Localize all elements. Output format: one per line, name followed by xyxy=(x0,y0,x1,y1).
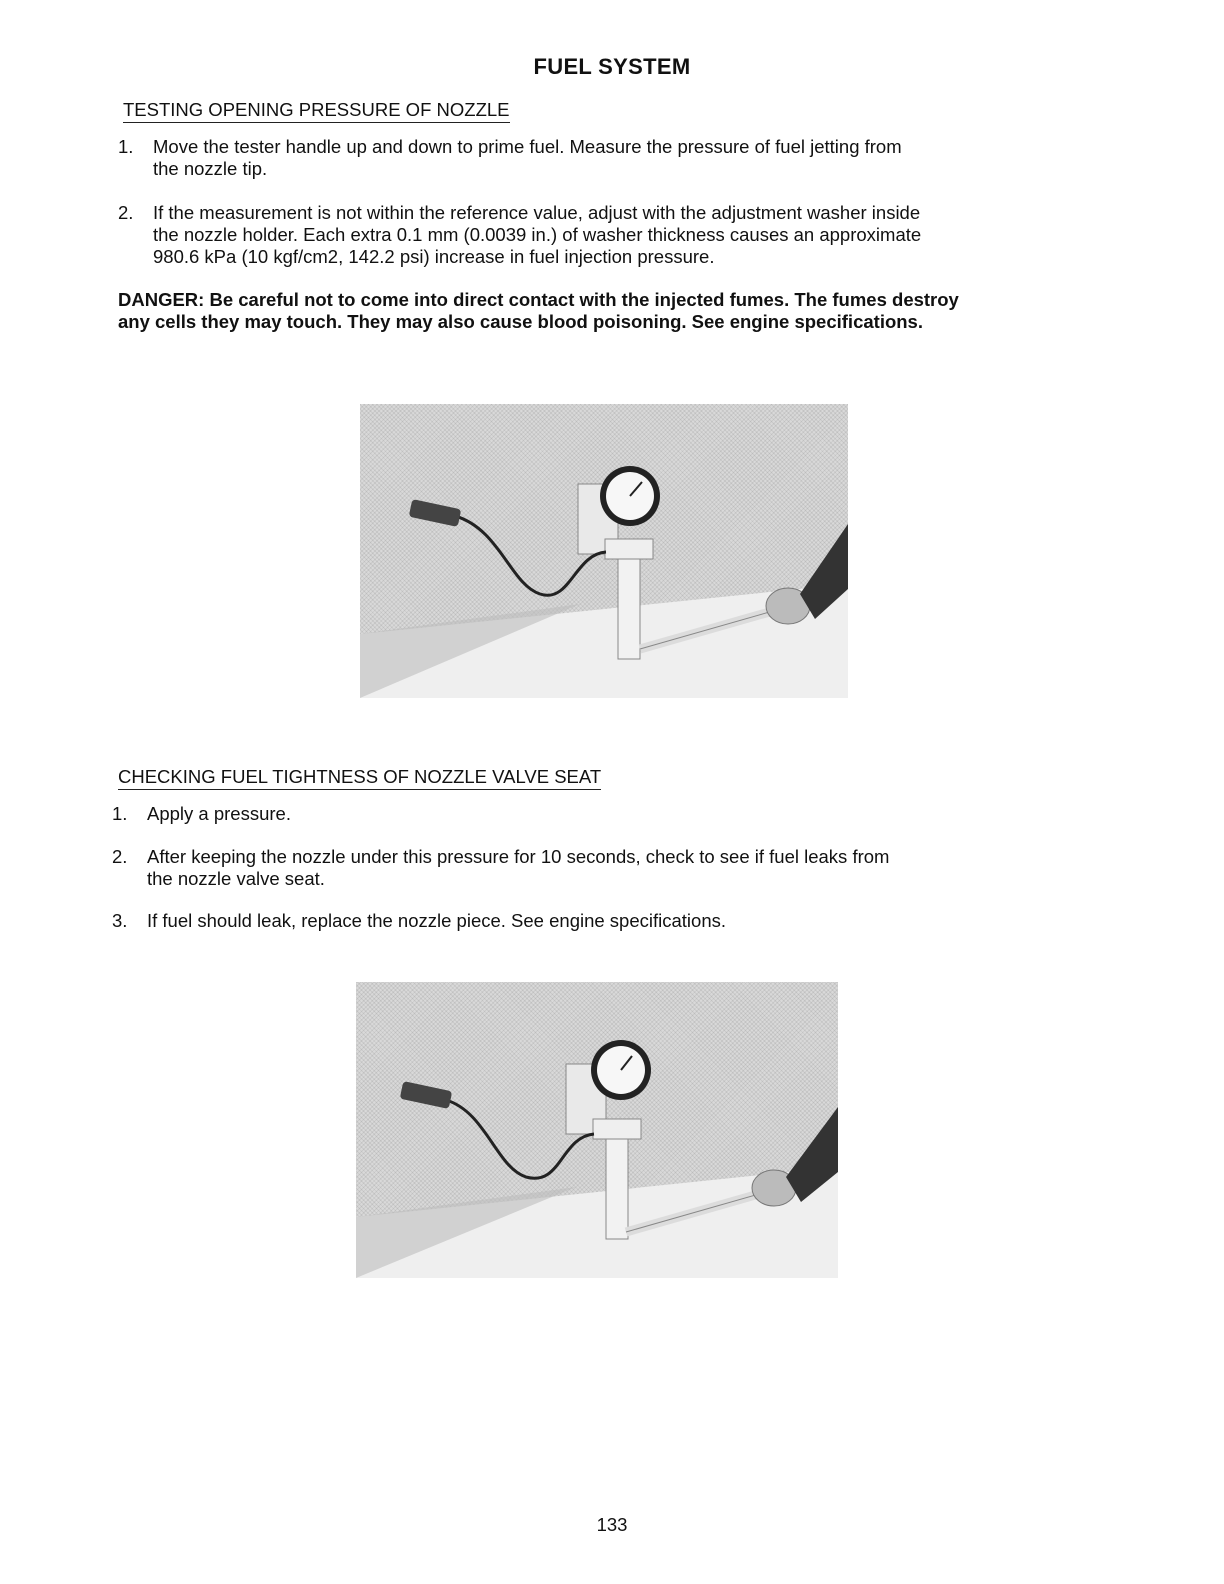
step-number: 2. xyxy=(118,202,134,223)
step-text: If the measurement is not within the reference value, adjust with the adjustment washer inside the nozzle holder. Each extra 0.1 mm (0.0039 in.) of washer thickness causes an approximate 980.6 kPa (10 kgf/cm2, 142.2 psi) increase in fuel injection pressure. xyxy=(153,202,922,267)
step-number: 1. xyxy=(112,803,128,824)
danger-warning: DANGER: Be careful not to come into direct contact with the injected fumes. The fumes destroy any cells they may touch. They may also cause blood poisoning. See engine specifications. xyxy=(118,289,959,332)
nozzle-tester-photo-2 xyxy=(356,982,838,1278)
step-text: Move the tester handle up and down to prime fuel. Measure the pressure of fuel jetting from the nozzle tip. xyxy=(153,136,902,179)
step-number: 2. xyxy=(112,846,128,867)
step-text: Apply a pressure. xyxy=(147,803,291,824)
step-number: 1. xyxy=(118,136,134,157)
nozzle-tester-photo-1 xyxy=(360,404,848,698)
step-text: If fuel should leak, replace the nozzle piece. See engine specifications. xyxy=(147,910,727,931)
step-text: After keeping the nozzle under this pressure for 10 seconds, check to see if fuel leaks from the nozzle valve seat. xyxy=(147,846,890,889)
step-number: 3. xyxy=(112,910,128,931)
nozzle-tester-illustration xyxy=(356,982,838,1278)
section-heading-checking-fuel-tightness: CHECKING FUEL TIGHTNESS OF NOZZLE VALVE SEAT xyxy=(118,766,601,790)
page-number: 133 xyxy=(596,1514,628,1535)
section-heading-testing-opening-pressure: TESTING OPENING PRESSURE OF NOZZLE xyxy=(123,99,510,123)
page-title: FUEL SYSTEM xyxy=(533,54,691,79)
nozzle-tester-illustration xyxy=(360,404,848,698)
